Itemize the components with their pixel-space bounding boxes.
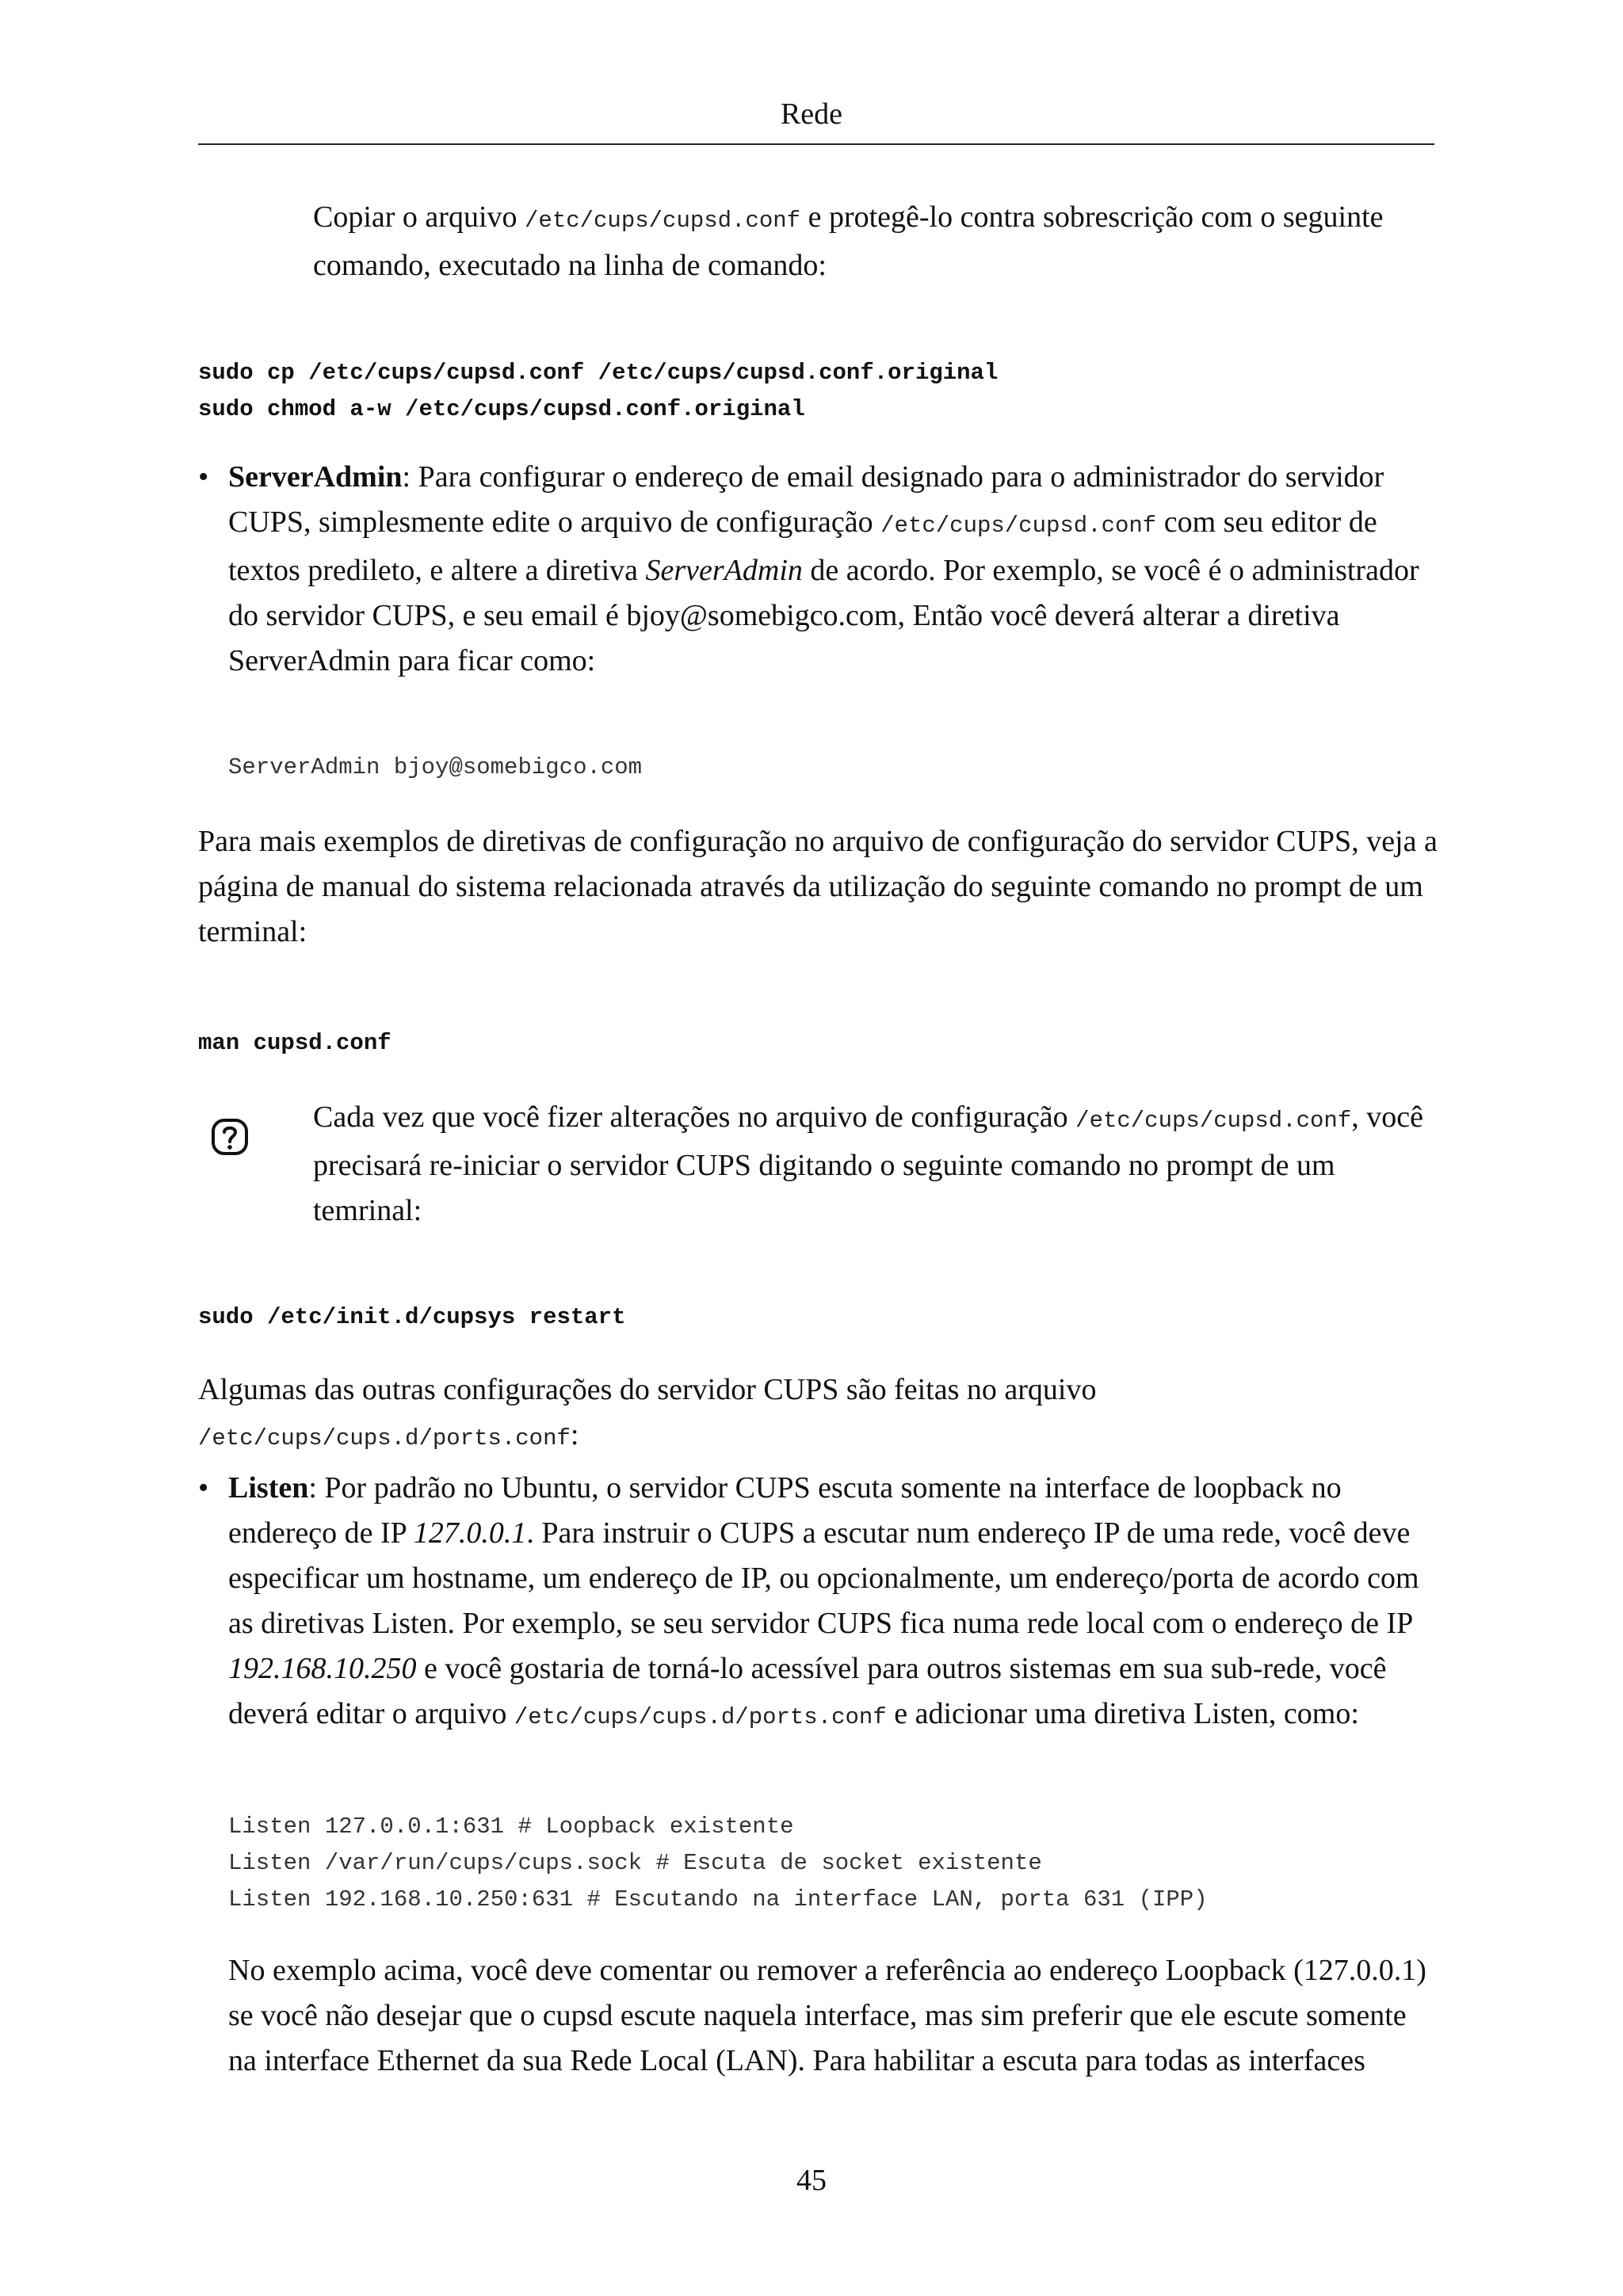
code-block-serveradmin bbox=[228, 749, 642, 786]
code-block-man bbox=[198, 1025, 391, 1062]
other-config-inline-code: /etc/cups/cups.d/ports.conf bbox=[198, 1425, 571, 1451]
bullet-text: e você gostaria de torná-lo acessível para outros sistemas em sua sub-rede, você deverá editar o arquivo bbox=[228, 1652, 1387, 1730]
code-block-backup bbox=[198, 355, 998, 428]
more-examples-paragraph: Para mais exemplos de diretivas de configuração no arquivo de configuração do servidor CUPS, veja a página de manual do sistema relacionada através da utilização do seguinte comando no prompt de um terminal: bbox=[198, 825, 1438, 948]
example-paragraph: No exemplo acima, você deve comentar ou remover a referência ao endereço Loopback (127.0.0.1) se você não desejar que o cupsd escute naquela interface, mas sim preferir que ele escute somente na interface Ethernet da sua Rede Local (LAN). Para habilitar a escuta para todas as interfaces bbox=[228, 1954, 1426, 2077]
note-text-before: Cada vez que você fizer alterações no arquivo de configuração bbox=[313, 1100, 1076, 1134]
bullet-inline-code: /etc/cups/cupsd.conf bbox=[880, 513, 1157, 539]
code-line: sudo cp /etc/cups/cupsd.conf /etc/cups/cupsd.conf.original bbox=[198, 360, 999, 386]
code-line: ServerAdmin bjoy@somebigco.com bbox=[228, 754, 643, 780]
code-line: man cupsd.conf bbox=[198, 1030, 391, 1056]
intro-text-before: Copiar o arquivo bbox=[313, 200, 525, 234]
page-number: 45 bbox=[796, 2164, 827, 2197]
bullet-text: : Por padrão no Ubuntu, o servidor CUPS escuta somente na interface de loopback no endereço de IP bbox=[228, 1471, 1342, 1550]
bullet-italic: 192.168.10.250 bbox=[228, 1652, 417, 1685]
note-inline-code: /etc/cups/cupsd.conf bbox=[1075, 1108, 1352, 1134]
code-line: sudo chmod a-w /etc/cups/cupsd.conf.original bbox=[198, 396, 805, 422]
note-text-after: , você precisará re-iniciar o servidor CUPS digitando o seguinte comando no prompt de um temrinal: bbox=[313, 1100, 1423, 1227]
bullet-text: com seu editor de textos predileto, e altere a diretiva bbox=[228, 505, 1377, 587]
bullet-text: : Para configurar o endereço de email designado para o administrador do servidor CUPS, simplesmente edite o arquivo de configuração bbox=[228, 460, 1384, 539]
bullet-inline-code: /etc/cups/cups.d/ports.conf bbox=[514, 1704, 887, 1730]
bullet-serveradmin bbox=[228, 455, 1437, 684]
code-line: Listen 127.0.0.1:631 # Loopback existente bbox=[228, 1814, 794, 1840]
intro-paragraph bbox=[313, 195, 1434, 288]
intro-text-after: e protegê-lo contra sobrescrição com o seguinte comando, executado na linha de comando: bbox=[313, 200, 1384, 282]
running-header: Rede bbox=[780, 97, 843, 131]
bullet-marker: • bbox=[198, 460, 209, 494]
bullet-listen bbox=[228, 1466, 1437, 1740]
bullet-text: . Para instruir o CUPS a escutar num endereço IP de uma rede, você deve especificar um hostname, um endereço de IP, ou opcionalmente, um endereço/porta de acordo com as diretivas Listen. Por exemplo, se seu servidor CUPS fica numa rede local com o endereço de IP bbox=[228, 1516, 1419, 1640]
question-circle-icon bbox=[210, 1117, 250, 1157]
bullet-term: Listen bbox=[228, 1471, 309, 1505]
bullet-italic: ServerAdmin bbox=[645, 554, 803, 587]
code-block-restart bbox=[198, 1299, 626, 1336]
code-block-listen bbox=[228, 1809, 1208, 1918]
other-config-paragraph bbox=[198, 1367, 1438, 1461]
intro-inline-code: /etc/cups/cupsd.conf bbox=[525, 208, 801, 234]
header-rule bbox=[198, 143, 1434, 145]
bullet-italic: 127.0.0.1 bbox=[413, 1516, 527, 1550]
code-line: Listen /var/run/cups/cups.sock # Escuta de socket existente bbox=[228, 1850, 1042, 1876]
other-config-text: Algumas das outras configurações do servidor CUPS são feitas no arquivo bbox=[198, 1373, 1097, 1406]
bullet-text: de acordo. Por exemplo, se você é o administrador do servidor CUPS, e seu email é bjoy@somebigco.com, Então você deverá alterar a diretiva ServerAdmin para ficar como: bbox=[228, 554, 1419, 677]
code-line: sudo /etc/init.d/cupsys restart bbox=[198, 1304, 626, 1330]
code-line: Listen 192.168.10.250:631 # Escutando na interface LAN, porta 631 (IPP) bbox=[228, 1886, 1208, 1913]
bullet-text: e adicionar uma diretiva Listen, como: bbox=[886, 1697, 1359, 1730]
bullet-term: ServerAdmin bbox=[228, 460, 403, 494]
note-paragraph bbox=[313, 1095, 1434, 1234]
bullet-marker: • bbox=[198, 1471, 209, 1505]
other-config-text-after: : bbox=[570, 1418, 579, 1451]
